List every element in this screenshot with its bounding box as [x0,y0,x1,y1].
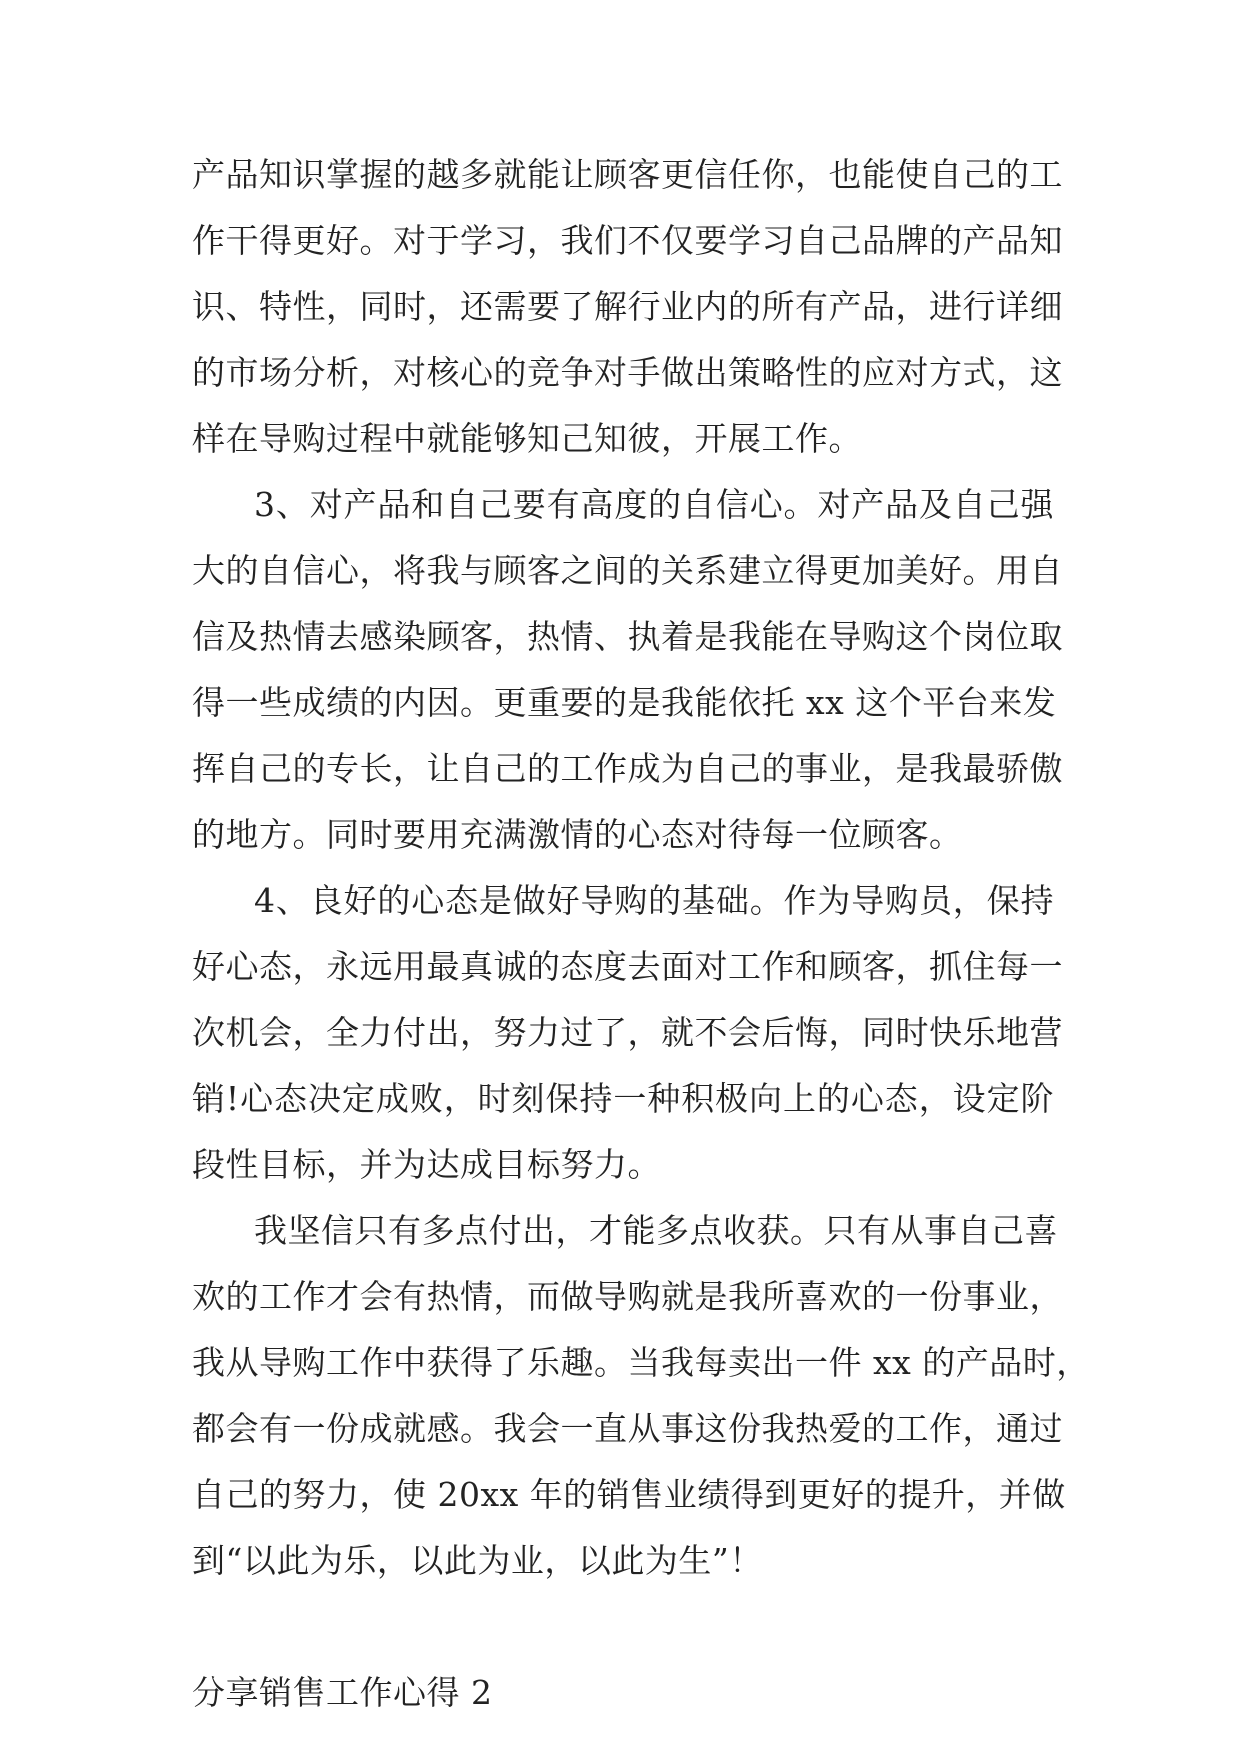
paragraph-4-line-1: 我坚信只有多点付出，才能多点收获。只有从事自己喜 [254,1211,1058,1250]
paragraph-1-line-5: 样在导购过程中就能够知己知彼，开展工作。 [192,419,862,458]
paragraph-3-line-1: 4、良好的心态是做好导购的基础。作为导购员，保持 [254,881,1054,920]
paragraph-2-line-5: 挥自己的专长，让自己的工作成为自己的事业，是我最骄傲 [192,749,1063,788]
paragraph-4-line-4: 都会有一份成就感。我会一直从事这份我热爱的工作，通过 [192,1409,1063,1448]
paragraph-4-line-5: 自己的努力，使 20xx 年的销售业绩得到更好的提升，并做 [192,1475,1066,1514]
paragraph-2-line-6: 的地方。同时要用充满激情的心态对待每一位顾客。 [192,815,963,854]
paragraph-3-line-3: 次机会，全力付出，努力过了，就不会后悔，同时快乐地营 [192,1013,1063,1052]
paragraph-1-line-2: 作干得更好。对于学习，我们不仅要学习自己品牌的产品知 [192,221,1063,260]
section-heading: 分享销售工作心得 2 [192,1673,493,1712]
paragraph-1-line-3: 识、特性，同时，还需要了解行业内的所有产品，进行详细 [192,287,1063,326]
paragraph-4-line-6: 到“以此为乐，以此为业，以此为生”！ [192,1541,763,1580]
paragraph-3-line-5: 段性目标，并为达成目标努力。 [192,1145,661,1184]
paragraph-2-line-2: 大的自信心，将我与顾客之间的关系建立得更加美好。用自 [192,551,1063,590]
paragraph-2-line-1: 3、对产品和自己要有高度的自信心。对产品及自己强 [254,485,1054,524]
paragraph-4-line-2: 欢的工作才会有热情，而做导购就是我所喜欢的一份事业， [192,1277,1063,1316]
paragraph-3-line-2: 好心态，永远用最真诚的态度去面对工作和顾客，抓住每一 [192,947,1063,986]
paragraph-4-line-3: 我从导购工作中获得了乐趣。当我每卖出一件 xx 的产品时， [192,1343,1090,1382]
paragraph-2-line-4: 得一些成绩的内因。更重要的是我能依托 xx 这个平台来发 [192,683,1057,722]
paragraph-3-line-4: 销!心态决定成败，时刻保持一种积极向上的心态，设定阶 [192,1079,1054,1118]
paragraph-2-line-3: 信及热情去感染顾客，热情、执着是我能在导购这个岗位取 [192,617,1063,656]
paragraph-1-line-1: 产品知识掌握的越多就能让顾客更信任你，也能使自己的工 [192,155,1063,194]
paragraph-1-line-4: 的市场分析，对核心的竞争对手做出策略性的应对方式，这 [192,353,1063,392]
